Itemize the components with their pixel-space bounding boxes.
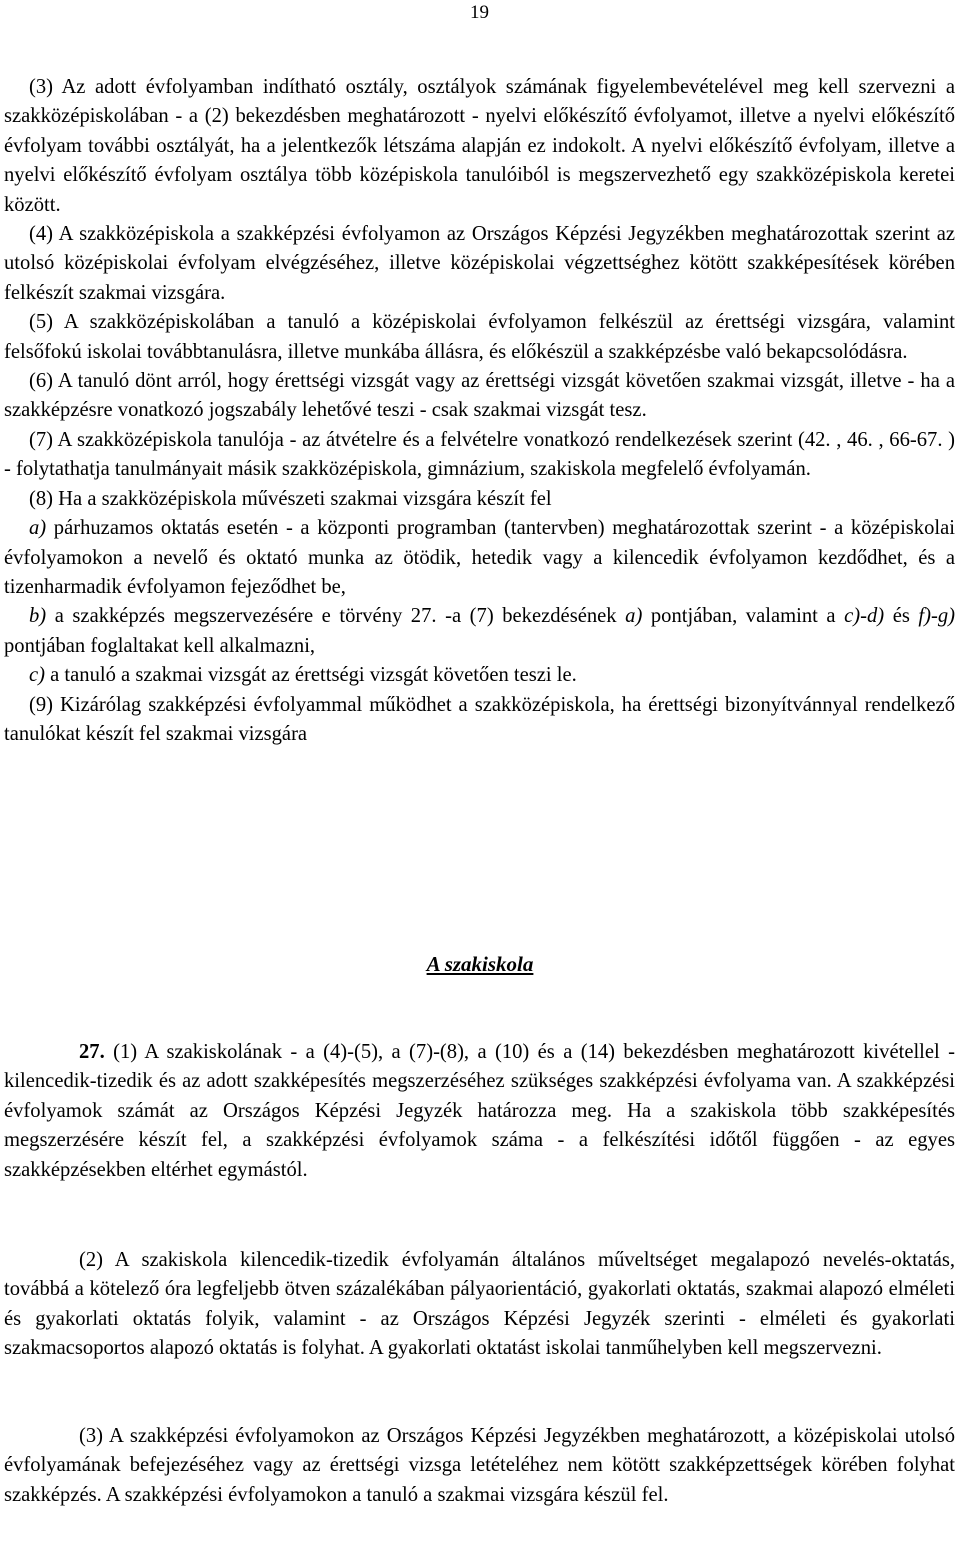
paragraph-27-3: (3) A szakképzési évfolyamokon az Országos Képzési Jegyzékben meghatározott, a középiskolai utolsó évfolyamának befejezéséhez vagy az érettségi vizsga letételéhez nem kötött szakképzettségek körében folyhat szakképzés. A szakképzési évfolyamokon a tanuló a szakmai vizsgára készül fel. — [4, 1425, 955, 1506]
item-text-b-4: pontjában foglaltakat kell alkalmazni, — [4, 634, 316, 657]
paragraph-27-1 — [4, 1038, 955, 1185]
item-text-b-3: és — [884, 605, 919, 628]
section-27-paragraph-2 — [4, 1246, 955, 1364]
paragraph-8-a — [4, 514, 955, 602]
paragraph-6: (6) A tanuló dönt arról, hogy érettségi vizsgát vagy az érettségi vizsgát követően szakmai vizsgát, illetve - ha a szakképzésre vonatkozó jogszabály lehetővé teszi - csak szakmai vizsgát tesz. — [4, 370, 955, 422]
section-number: 27. — [79, 1041, 105, 1063]
paragraph-8-c — [4, 661, 955, 690]
paragraph-9: (9) Kizárólag szakképzési évfolyammal működhet a szakközépiskola, ha érettségi bizonyítvánnyal rendelkező tanulókat készít fel szakmai vizsgára — [4, 693, 955, 745]
paragraph-27-1-text: (1) A szakiskolának - a (4)-(5), a (7)-(8), a (10) és a (14) bekezdésben meghatározott kivétellel - kilencedik-tizedik és az adott szakképesítés megszerzéséhez szükséges szakképzési évfolyama van. A szakképzési évfolyamok számát az Országos Képzési Jegyzék határozza meg. Ha a szakiskola több szakképesítés megszerzésére készít fel, a szakképzési évfolyamok száma - a felkészítési időtől függően - az egyes szakképzésekben eltérhet egymástól. — [4, 1041, 955, 1181]
item-text-a: párhuzamos oktatás esetén - a központi programban (tantervben) meghatározottak szerint - a középiskolai évfolyamokon a nevelő és oktató munka az ötödik, hetedik vagy a kilencedik évfolyamon kezdődhet, és a tizenharmadik évfolyamon fejeződhet be, — [4, 517, 955, 598]
item-label-b: b) — [29, 605, 47, 628]
paragraph-27-2: (2) A szakiskola kilencedik-tizedik évfolyamán általános műveltséget megalapozó nevelés-oktatás, továbbá a kötelező óra legfeljebb ötven százalékában pályaorientáció, gyakorlati oktatás, szakmai alapozó elméleti és gyakorlati oktatás folyik, valamint - az Országos Képzési Jegyzék szerinti - elméleti és gyakorlati szakmacsoportos alapozó oktatás is folyhat. A gyakorlati oktatást iskolai tanműhelyben kell megszervezni. — [4, 1249, 955, 1360]
paragraph-4: (4) A szakközépiskola a szakképzési évfolyamon az Országos Képzési Jegyzékben meghatározottak szerint az utolsó középiskolai évfolyam elvégzéséhez, illetve középiskolai végzettséghez kötött szakképesítések körében felkészít szakmai vizsgára. — [4, 223, 955, 304]
paragraph-5: (5) A szakközépiskolában a tanuló a középiskolai évfolyamon felkészül az érettségi vizsgára, valamint felsőfokú iskolai továbbtanulásra, illetve munkába állásra, és előkészül a szakképzésbe való bekapcsolódásra. — [4, 311, 955, 363]
paragraph-3: (3) Az adott évfolyamban indítható osztály, osztályok számának figyelembevételével meg kell szervezni a szakközépiskolában - a (2) bekezdésben meghatározott - nyelvi előkészítő évfolyamot, illetve a nyelvi előkészítő évfolyam további osztályát, ha a jelentkezők létszáma alapján ez indokolt. A nyelvi előkészítő évfolyam, illetve a nyelvi előkészítő évfolyam osztálya több középiskola tanulóiból is megszervezhető egy szakközépiskola keretei között. — [4, 76, 955, 216]
item-ref-a: a) — [625, 605, 643, 628]
page-number: 19 — [470, 2, 489, 23]
item-label-c: c) — [29, 664, 45, 687]
item-label-a: a) — [29, 517, 47, 540]
item-text-c: a tanuló a szakmai vizsgát az érettségi vizsgát követően teszi le. — [45, 664, 577, 687]
item-ref-fg: f)-g) — [918, 605, 956, 628]
paragraph-8-intro: (8) Ha a szakközépiskola művészeti szakmai vizsgára készít fel — [29, 487, 552, 510]
paragraph-7: (7) A szakközépiskola tanulója - az átvételre és a felvételre vonatkozó rendelkezések szerint (42. , 46. , 66-67. ) - folytathatja tanulmányait másik szakközépiskola, gimnázium, szakiskola megfelelő évfolyamán. — [4, 428, 955, 481]
item-text-b-2: pontjában, valamint a — [642, 605, 845, 628]
section-heading: A szakiskola — [426, 952, 534, 976]
item-ref-cd: c)-d) — [844, 605, 885, 628]
paragraph-8-b — [4, 602, 955, 661]
item-text-b-1: a szakképzés megszervezésére e törvény 27. -a (7) bekezdésének — [46, 605, 626, 628]
section-27-paragraph-1 — [4, 1038, 955, 1185]
document-body-section-1 — [4, 73, 955, 749]
section-27-paragraph-3 — [4, 1422, 955, 1510]
